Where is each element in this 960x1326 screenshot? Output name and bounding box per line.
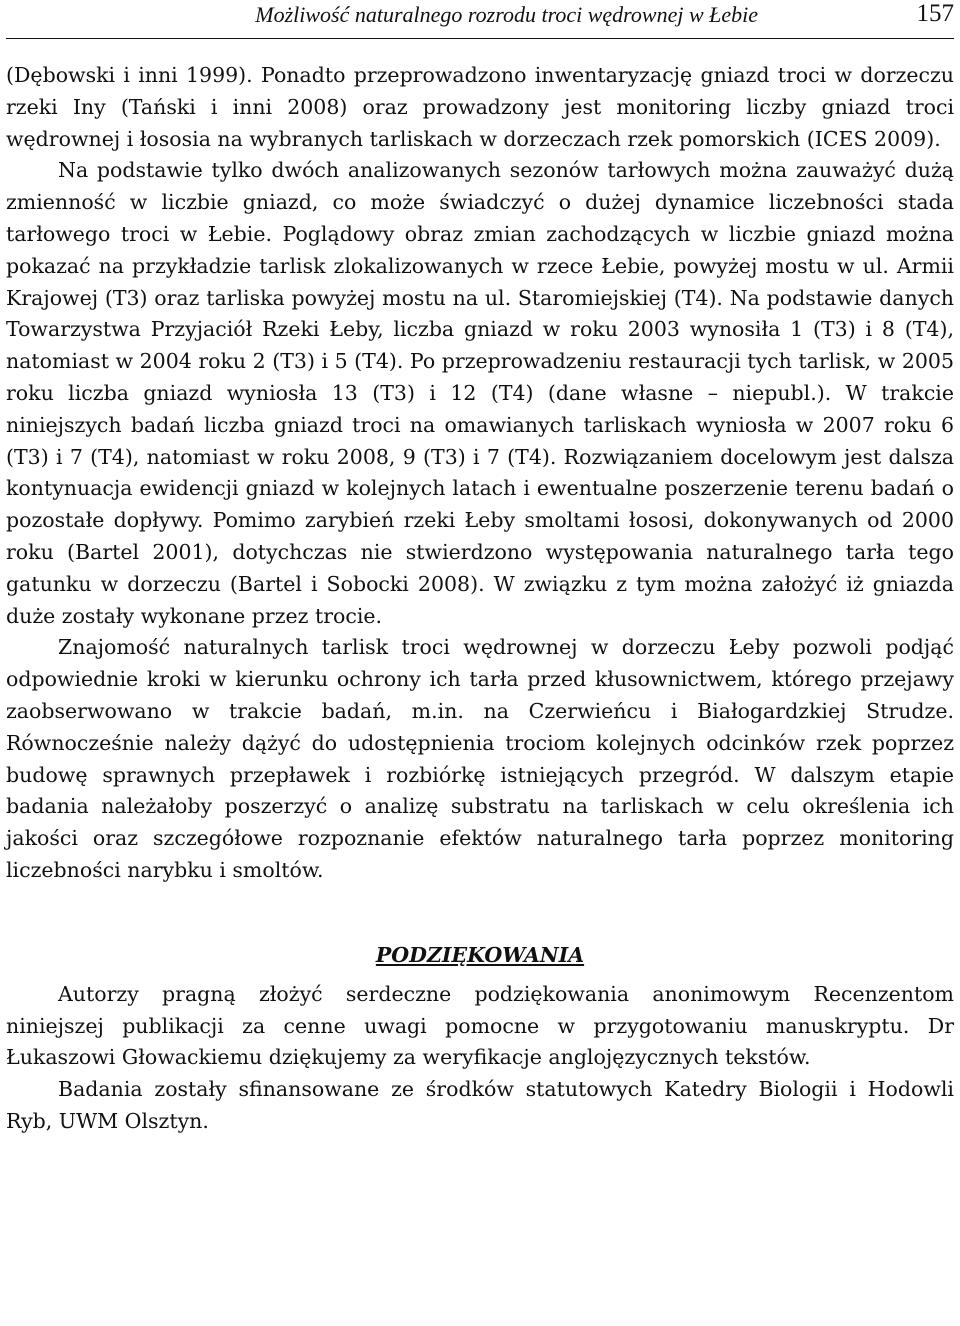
page-number: 157	[916, 0, 954, 27]
running-title: Możliwość naturalnego rozrodu troci wędrownej w Łebie	[255, 2, 758, 27]
funding-paragraph: Badania zostały sfinansowane ze środków statutowych Katedry Biologii i Hodowli Ryb, UWM Olsztyn.	[6, 1077, 954, 1133]
paragraph-continuation: (Dębowski i inni 1999). Ponadto przeprowadzono inwentaryzację gniazd troci w dorzeczu rzeki Iny (Tański i inni 2008) oraz prowadzony jest monitoring liczby gniazd troci wędrownej i łososia na wybranych tarliskach w dorzeczach rzek pomorskich (ICES 2009).	[6, 63, 954, 151]
main-text	[6, 60, 954, 1138]
acknowledgements-paragraph: Autorzy pragną złożyć serdeczne podziękowania anonimowym Recenzentom niniejszej publikacji za cenne uwagi pomocne w przygotowaniu manuskryptu. Dr Łukaszowi Głowackiemu dziękujemy za weryfikacje anglojęzycznych tekstów.	[6, 981, 954, 1070]
paragraph-conclusions: Znajomość naturalnych tarlisk troci wędrownej w dorzeczu Łeby pozwoli podjąć odpowiednie kroki w kierunku ochrony ich tarła przed kłusownictwem, którego przejawy zaobserwowano w trakcie badań, m.in. na Czerwieńcu i Białogardzkiej Strudze. Równocześnie należy dążyć do udostępnienia trociom kolejnych odcinków rzek poprzez budowę sprawnych przepławek i rozbiórkę istniejących przegród. W dalszym etapie badania należałoby poszerzyć o analizę substratu na tarliskach w celu określenia ich jakości oraz szczegółowe rozpoznanie efektów naturalnego tarła poprzez monitoring liczebności narybku i smoltów.	[6, 635, 954, 882]
page-header	[6, 0, 954, 39]
paragraph-nest-counts: Na podstawie tylko dwóch analizowanych sezonów tarłowych można zauważyć dużą zmienność w liczbie gniazd, co może świadczyć o dużej dynamice liczebności stada tarłowego troci w Łebie. Poglądowy obraz zmian zachodzących w liczbie gniazd można pokazać na przykładzie tarlisk zlokalizowanych w rzece Łebie, powyżej mostu w ul. Armii Krajowej (T3) oraz tarliska powyżej mostu na ul. Staromiejskiej (T4). Na podstawie danych Towarzystwa Przyjaciół Rzeki Łeby, liczba gniazd w roku 2003 wynosiła 1 (T3) i 8 (T4), natomiast w 2004 roku 2 (T3) i 5 (T4). Po przeprowadzeniu restauracji tych tarlisk, w 2005 roku liczba gniazd wyniosła 13 (T3) i 12 (T4) (dane własne – niepubl.). W trakcie niniejszych badań liczba gniazd troci na omawianych tarliskach wyniosła w 2007 roku 6 (T3) i 7 (T4), natomiast w roku 2008, 9 (T3) i 7 (T4). Rozwiązaniem docelowym jest dalsza kontynuacja ewidencji gniazd w kolejnych latach i ewentualne poszerzenie terenu badań o pozostałe dopływy. Pomimo zarybień rzeki Łeby smoltami łososi, dokonywanych od 2000 roku (Bartel 2001), dotychczas nie stwierdzono występowania naturalnego tarła tego gatunku w dorzeczu (Bartel i Sobocki 2008). W związku z tym można założyć iż gniazda duże zostały wykonane przez trocie.	[6, 158, 954, 628]
acknowledgements-heading: PODZIĘKOWANIA	[375, 942, 585, 967]
